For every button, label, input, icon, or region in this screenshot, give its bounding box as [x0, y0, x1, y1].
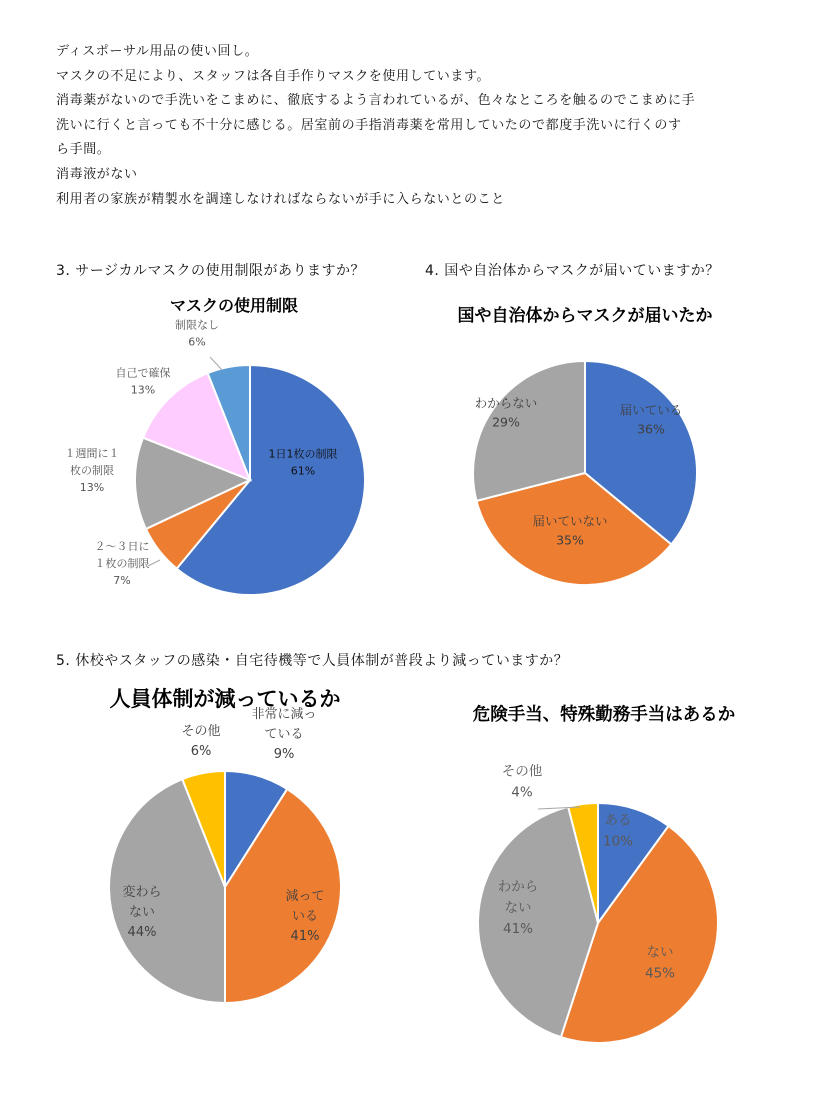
slice-label: その他 4%: [501, 763, 543, 801]
slice-label: 制限なし 6%: [175, 318, 219, 349]
slice-label: わからない 29%: [474, 395, 538, 430]
slice-label: １週間に１枚の制限 13%: [64, 446, 120, 495]
chart-1-title: マスクの使用制限: [169, 296, 298, 315]
slice-label: 1日1枚の制限 61%: [268, 447, 338, 478]
answer-line: マスクの不足により、スタッフは各自手作りマスクを使用しています。: [56, 68, 491, 84]
slice-label: ある 10%: [602, 812, 634, 850]
chart-4-title: 危険手当、特殊勤務手当はあるか: [472, 705, 736, 725]
answer-line: 洗いに行くと言っても不十分に感じる。居室前の手指消毒薬を常用していたので都度手洗いに行くのす: [56, 117, 682, 133]
question-4-heading: 4. 国や自治体からマスクが届いていますか？: [425, 263, 720, 279]
slice-label: 自己で確保 13%: [115, 366, 171, 397]
answer-line: 消毒液がない: [56, 166, 138, 182]
answer-line: ら手間。: [56, 142, 111, 158]
slice-label: ない 45%: [644, 944, 676, 982]
slice-label: その他 6%: [181, 723, 221, 760]
slice-label: 届いていない 35%: [532, 513, 608, 548]
slice-label: わからない 41%: [497, 879, 539, 937]
chart-2-title: 国や自治体からマスクが届いたか: [457, 306, 713, 326]
answer-line: 利用者の家族が精製水を調達しなければならないが手に入らないとのこと: [56, 191, 505, 207]
slice-label: 届いている 36%: [619, 402, 683, 437]
slice-label: 非常に減っている 9%: [251, 706, 317, 763]
answer-line: ディスポーサル用品の使い回し。: [56, 44, 259, 59]
slice-label: 減っている 41%: [285, 888, 325, 945]
question-3-heading: 3. サージカルマスクの使用制限がありますか？: [56, 263, 366, 279]
slice-label: ２～３日に１枚の制限 7%: [94, 539, 150, 588]
chart-3-title: 人員体制が減っているか: [109, 687, 341, 711]
answer-line: 消毒薬がないので手洗いをこまめに、徹底するよう言われているが、色々なところを触るのでこまめに手: [56, 93, 696, 109]
question-5-heading: 5. 休校やスタッフの感染・自宅待機等で人員体制が普段より減っていますか？: [56, 653, 569, 669]
slice-label: 変わらない 44%: [122, 884, 162, 941]
